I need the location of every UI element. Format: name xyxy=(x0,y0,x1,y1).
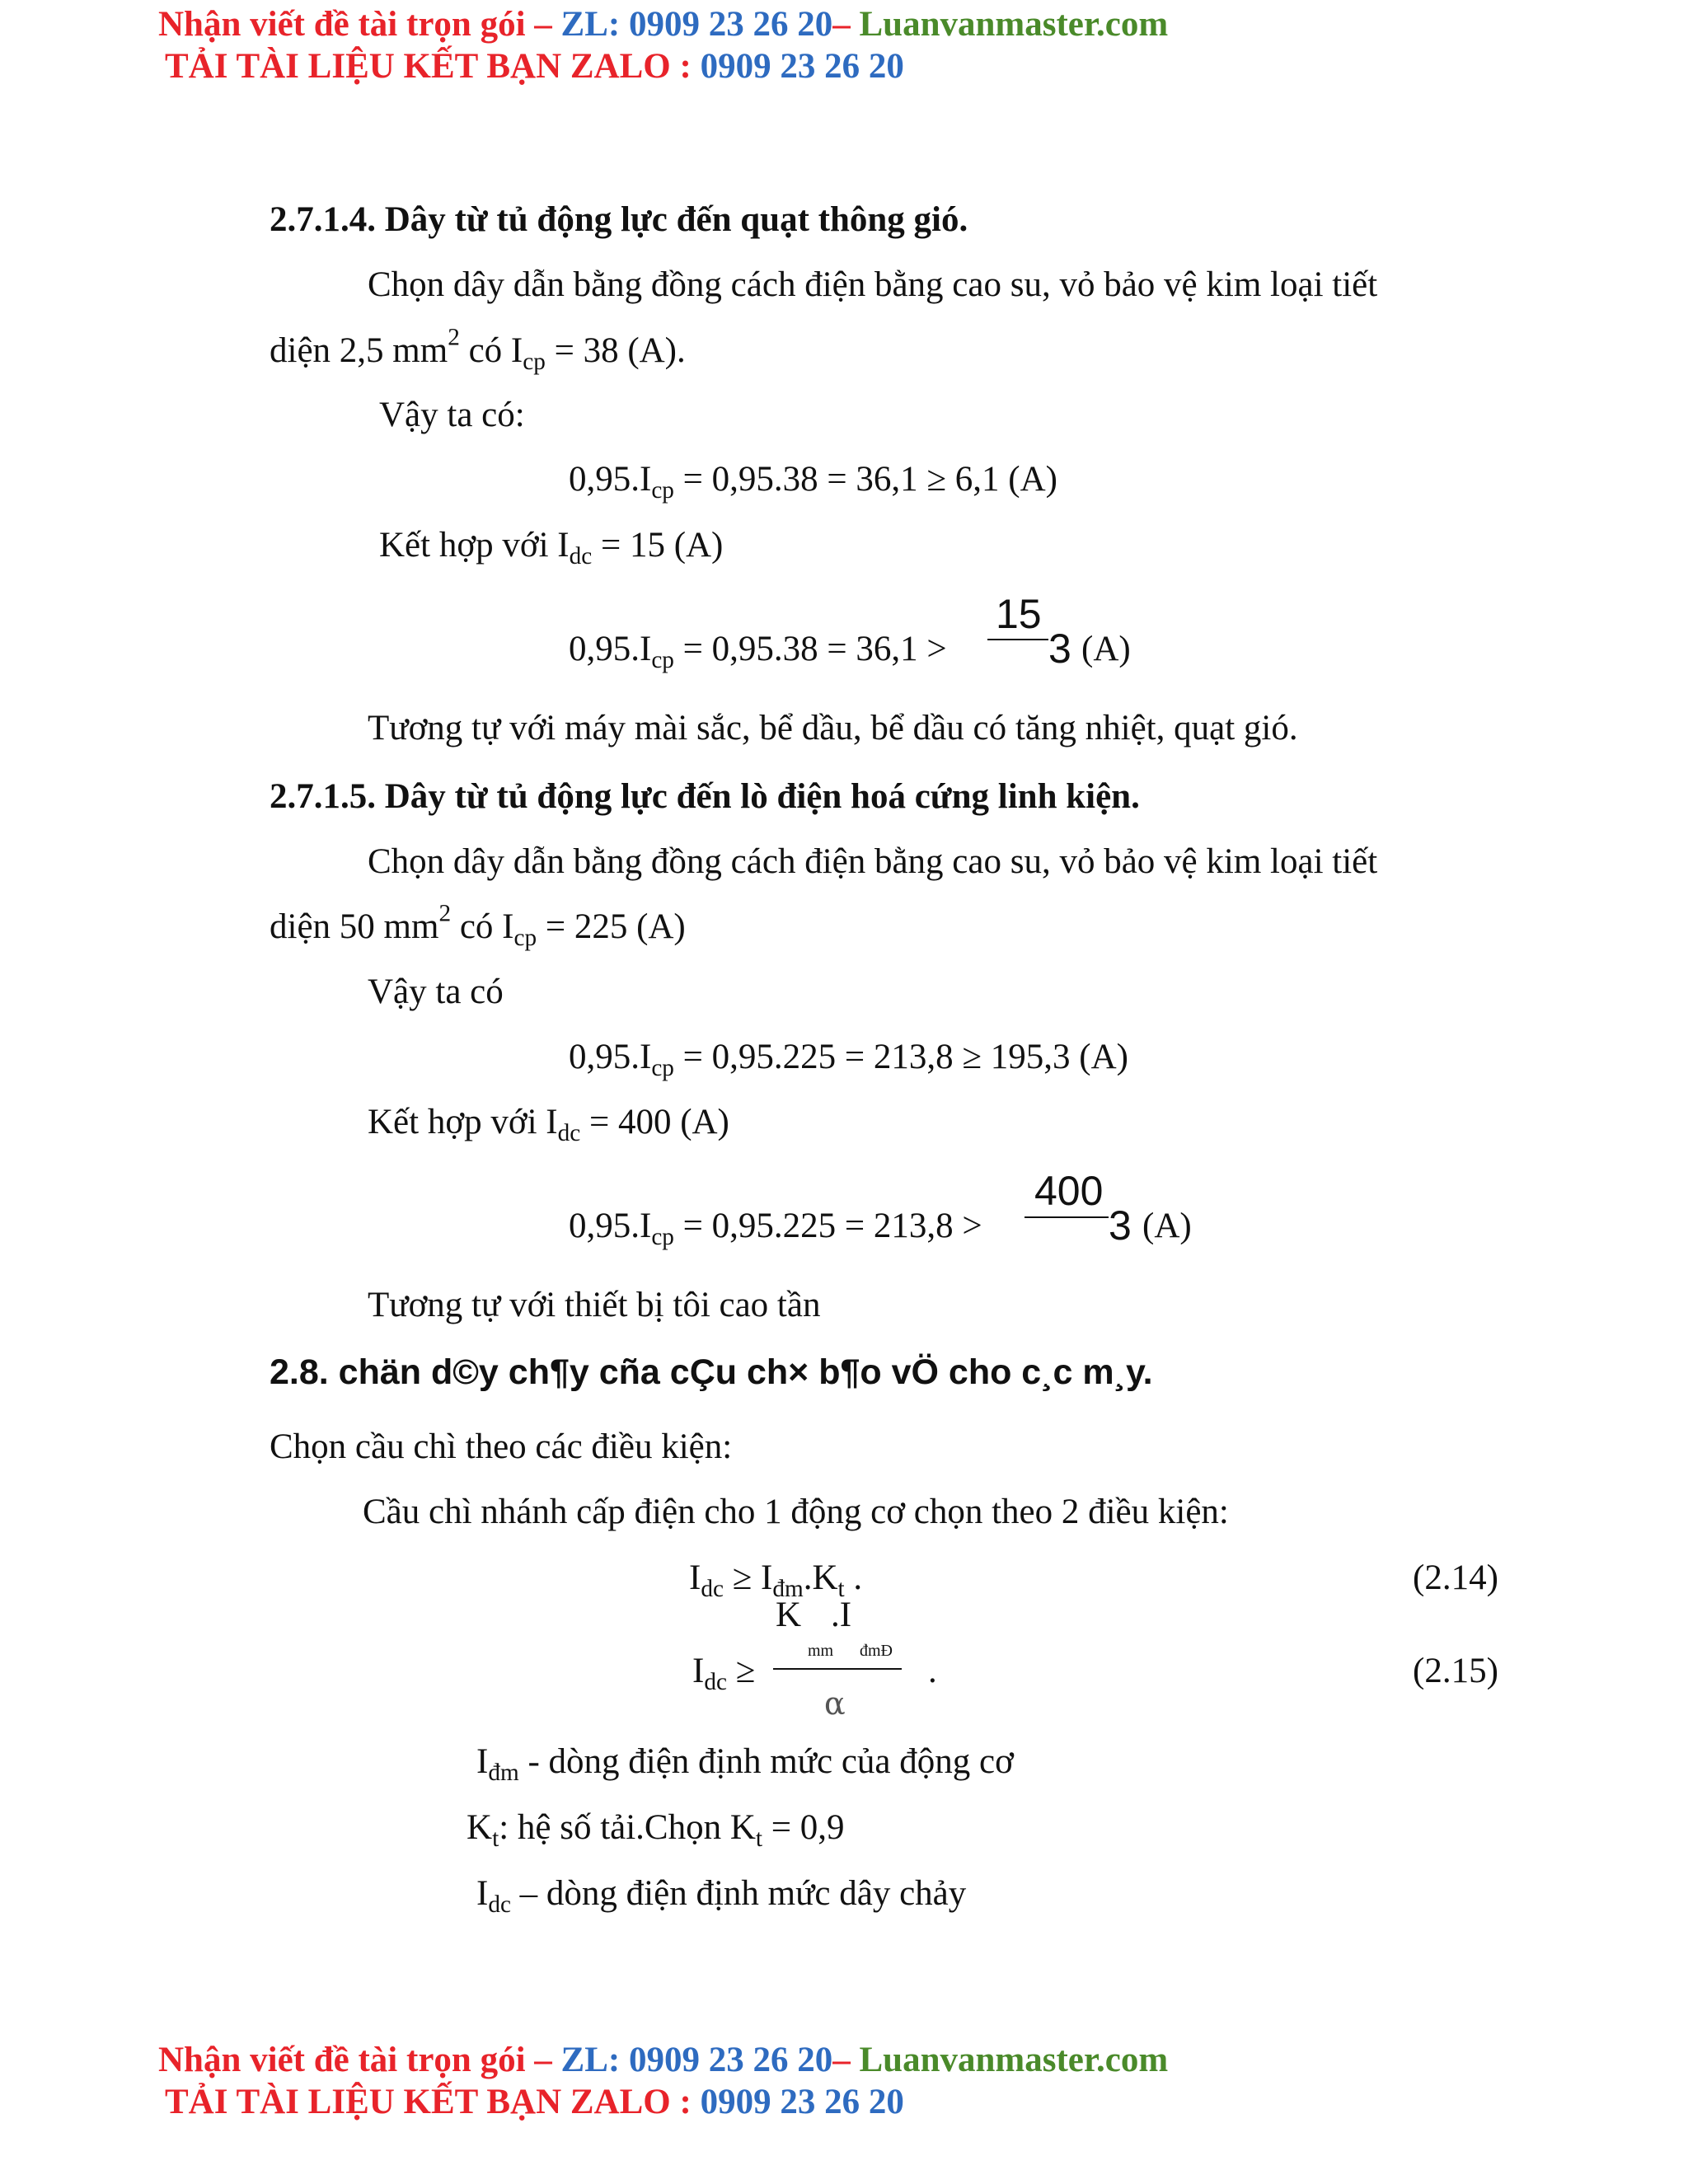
formula-2-15-numerator-k: K xyxy=(776,1596,802,1634)
footer-dash-2: – xyxy=(832,2041,860,2079)
fraction-2715-numerator: 400 xyxy=(1034,1168,1104,1214)
fraction-2714-bar xyxy=(987,639,1048,640)
banner-colon: : xyxy=(670,47,701,86)
tuong-tu-2714: Tương tự với máy mài sắc, bể dầu, bể dầu có tăng nhiệt, quạt gió. xyxy=(368,709,1298,748)
fraction-2714-denominator: 3 xyxy=(1048,626,1071,672)
definition-idc: $I_{dc}$ – dòng điện định mức dây chảy xyxy=(476,1874,967,1918)
section-heading-28: 2.8. chän d©y ch¶y cña cÇu ch× b¶o vÖ cho c¸c m¸y. xyxy=(270,1352,1153,1392)
fraction-2714-numerator: 15 xyxy=(996,591,1042,637)
fraction-2714-unit: (A) xyxy=(1081,630,1131,668)
definition-kt: $K_t$: hệ số tải.Chọn $K_t = 0,9$ xyxy=(467,1808,845,1852)
paragraph-2714-line1: Chọn dây dẫn bằng đồng cách điện bằng cao su, vỏ bảo vệ kim loại tiết xyxy=(368,265,1378,304)
banner-dash-2: – xyxy=(832,5,860,44)
paragraph-2715-line2: diện 50 $mm^2$ có $I_{cp} = 225$ (A) xyxy=(270,900,686,951)
equation-2714-1: $0,95.I_{cp} = 0,95.38 = 36,1 \ge 6,1$ (A) xyxy=(569,460,1057,504)
paragraph-2715-line1: Chọn dây dẫn bằng đồng cách điện bằng cao su, vỏ bảo vệ kim loại tiết xyxy=(368,842,1378,881)
equation-2715-2: $0,95.I_{cp} = 0,95.225 = 213,8$ > xyxy=(569,1207,982,1250)
footer-website: Luanvanmaster.com xyxy=(859,2041,1169,2079)
formula-2-15-denominator-alpha: α xyxy=(824,1685,846,1722)
banner-service-text: Nhận viết đề tài trọn gói xyxy=(158,5,526,44)
formula-2-15-dot: . xyxy=(928,1652,937,1690)
formula-2-15-lhs: $I_{dc}$ ≥ xyxy=(692,1652,756,1695)
paragraph-28-line2: Cầu chì nhánh cấp điện cho 1 động cơ chọn theo 2 điều kiện: xyxy=(363,1493,1229,1531)
formula-2-14: $I_{dc} \ge I_{đm}.K_t$ . xyxy=(689,1558,863,1602)
banner-zalo-phone-2: 0909 23 26 20 xyxy=(700,47,904,86)
equation-2715-1: $0,95.I_{cp} = 0,95.225 = 213,8 \ge 195,3$ (A) xyxy=(569,1038,1128,1081)
formula-2-15-sub-dmd: đmĐ xyxy=(860,1642,893,1660)
footer-zalo-phone-2: 0909 23 26 20 xyxy=(700,2083,904,2121)
banner-download-text: TẢI TÀI LIỆU KẾT BẠN ZALO xyxy=(165,47,671,86)
footer-dash: – xyxy=(525,2041,561,2079)
formula-number-2-15: (2.15) xyxy=(1413,1652,1498,1690)
footer-banner-line1 xyxy=(158,2042,1168,2078)
header-banner-line2 xyxy=(165,49,904,84)
footer-banner-line2 xyxy=(165,2084,904,2120)
formula-number-2-14: (2.14) xyxy=(1413,1558,1498,1597)
ket-hop-2715: Kết hợp với $I_{dc} = 400$ (A) xyxy=(368,1103,729,1146)
vay-ta-co-2714: Vậy ta có: xyxy=(379,396,525,434)
tuong-tu-2715: Tương tự với thiết bị tôi cao tần xyxy=(368,1286,821,1324)
vay-ta-co-2715: Vậy ta có xyxy=(368,972,504,1011)
definition-idm: $I_{đm}$ - dòng điện định mức của động cơ xyxy=(476,1742,1014,1786)
banner-zalo-phone: ZL: 0909 23 26 20 xyxy=(560,5,833,44)
formula-2-15-bar xyxy=(773,1668,902,1670)
section-heading-2714: 2.7.1.4. Dây từ tủ động lực đến quạt thông gió. xyxy=(270,200,968,239)
fraction-2715-unit: (A) xyxy=(1142,1207,1192,1245)
header-banner-line1 xyxy=(158,7,1168,42)
banner-dash: – xyxy=(525,5,561,44)
footer-zalo-phone: ZL: 0909 23 26 20 xyxy=(560,2041,833,2079)
ket-hop-2714: Kết hợp với $I_{dc} = 15$ (A) xyxy=(379,526,724,569)
formula-2-15-numerator-i: .I xyxy=(831,1596,852,1634)
formula-2-15-sub-mm: mm xyxy=(808,1642,834,1660)
footer-colon: : xyxy=(670,2083,701,2121)
paragraph-2714-line2: diện 2,5 $mm^2$ có $I_{cp} = 38$ (A). xyxy=(270,324,686,375)
footer-service-text: Nhận viết đề tài trọn gói xyxy=(158,2041,526,2079)
banner-website: Luanvanmaster.com xyxy=(859,5,1169,44)
section-heading-2715: 2.7.1.5. Dây từ tủ động lực đến lò điện hoá cứng linh kiện. xyxy=(270,777,1140,816)
fraction-2715-denominator: 3 xyxy=(1109,1202,1132,1249)
fraction-2715-bar xyxy=(1025,1216,1109,1218)
paragraph-28-line1: Chọn cầu chì theo các điều kiện: xyxy=(270,1427,733,1466)
equation-2714-2: $0,95.I_{cp} = 0,95.38 = 36,1$ > xyxy=(569,630,947,673)
footer-download-text: TẢI TÀI LIỆU KẾT BẠN ZALO xyxy=(165,2083,671,2121)
